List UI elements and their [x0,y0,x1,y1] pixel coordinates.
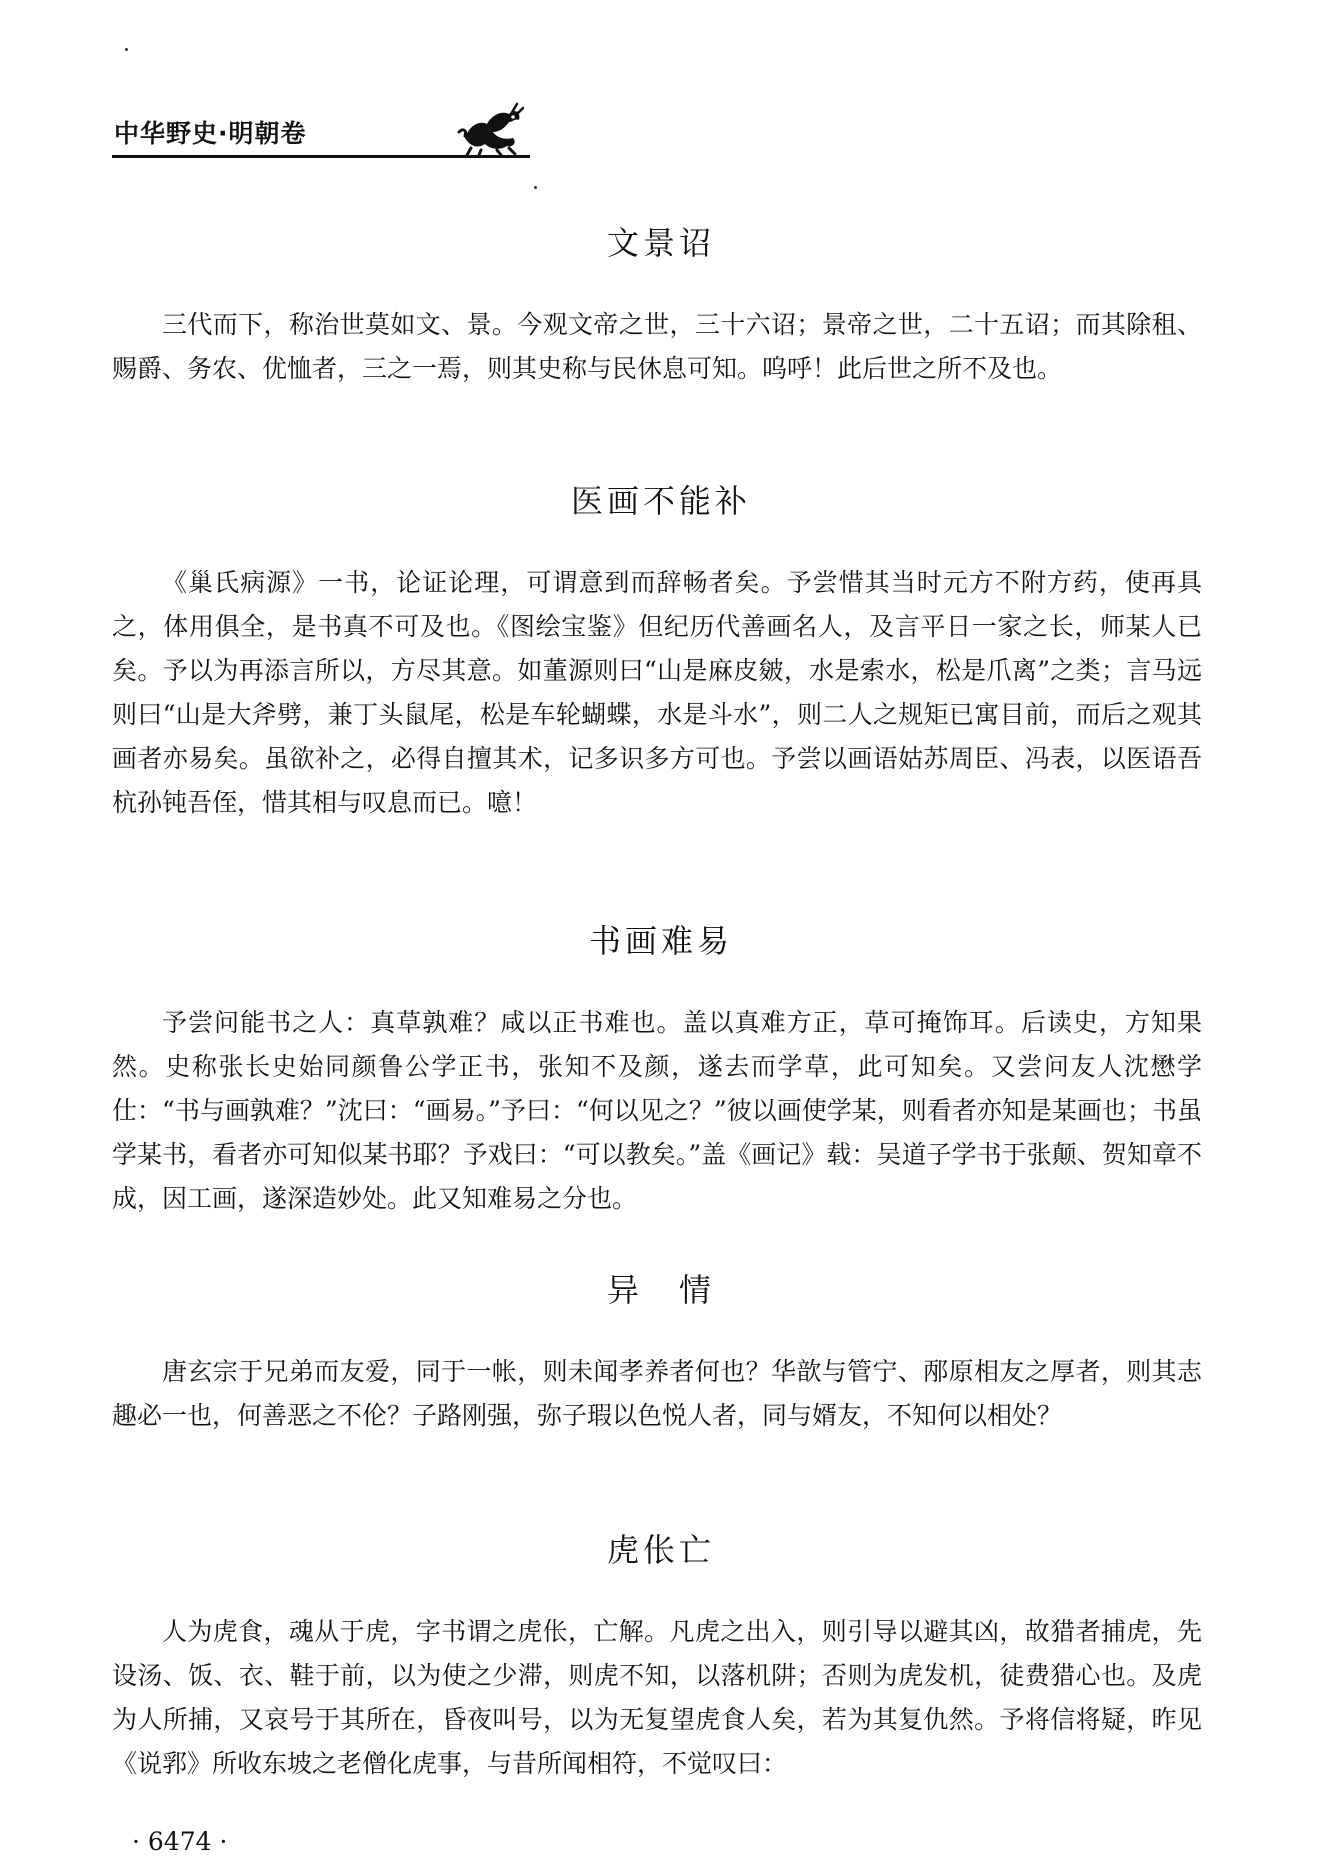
scan-speck [534,186,537,189]
section-body-wenjingzhao: 三代而下，称治世莫如文、景。今观文帝之世，三十六诏；景帝之世，二十五诏；而其除租、赐爵、务农、优恤者，三之一焉，则其史称与民休息可知。呜呼！此后世之所不及也。 [112,310,1202,383]
section-body-yihua: 《巢氏病源》一书，论证论理，可谓意到而辞畅者矣。予尝惜其当时元方不附方药，使再具之，体用俱全，是书真不可及也。《图绘宝鉴》但纪历代善画名人，及言平日一家之长，师某人已矣。予以为再添言所以，方尽其意。如董源则曰“山是麻皮皴，水是索水，松是爪离”之类；言马远则曰“山是大斧劈，兼丁头鼠尾，松是车轮蝴蝶，水是斗水”，则二人之规矩已寓目前，而后之观其画者亦易矣。虽欲补之，必得自擅其术，记多识多方可也。予尝以画语姑苏周臣、冯表，以医语吾杭孙钝吾侄，惜其相与叹息而已。噫！ [112,568,1202,817]
section-title-yiqing: 异 情 [606,1271,715,1309]
section-title-shuhua: 书画难易 [588,922,733,960]
section-title-yihua: 医画不能补 [570,482,751,520]
book-title: 中华野史·明朝卷 [114,119,307,148]
section-body-huchang: 人为虎食，魂从于虎，字书谓之虎伥，亡解。凡虎之出入，则引导以避其凶，故猎者捕虎，先设汤、饭、衣、鞋于前，以为使之少滞，则虎不知，以落机阱；否则为虎发机，徒费猎心也。及虎为人所捕，又哀号于其所在，昏夜叫号，以为无复望虎食人矣，若为其复仇然。予将信将疑，昨见《说郛》所收东坡之老僧化虎事，与昔所闻相符，不觉叹曰： [112,1617,1202,1778]
section-title-wenjingzhao: 文景诏 [606,224,715,262]
page-number: · 6474 · [132,1827,228,1856]
dragon-emblem-icon [457,98,527,156]
scan-speck [125,48,128,51]
section-body-yiqing: 唐玄宗于兄弟而友爱，同于一帐，则未闻孝养者何也？华歆与管宁、邴原相友之厚者，则其志趣必一也，何善恶之不伦？子路刚强，弥子瑕以色悦人者，同与婿友，不知何以相处？ [112,1357,1202,1430]
section-title-huchang: 虎伥亡 [606,1531,715,1569]
section-body-shuhua: 予尝问能书之人：真草孰难？咸以正书难也。盖以真难方正，草可掩饰耳。后读史，方知果然。史称张长史始同颜鲁公学正书，张知不及颜，遂去而学草，此可知矣。又尝问友人沈懋学仕：“书与画孰难？”沈曰：“画易。”予曰：“何以见之？”彼以画使学某，则看者亦知是某画也；书虽学某书，看者亦可知似某书耶？予戏曰：“可以教矣。”盖《画记》载：吴道子学书于张颠、贺知章不成，因工画，遂深造妙处。此又知难易之分也。 [112,1008,1202,1213]
header-rule [112,155,530,158]
running-header [112,88,532,158]
